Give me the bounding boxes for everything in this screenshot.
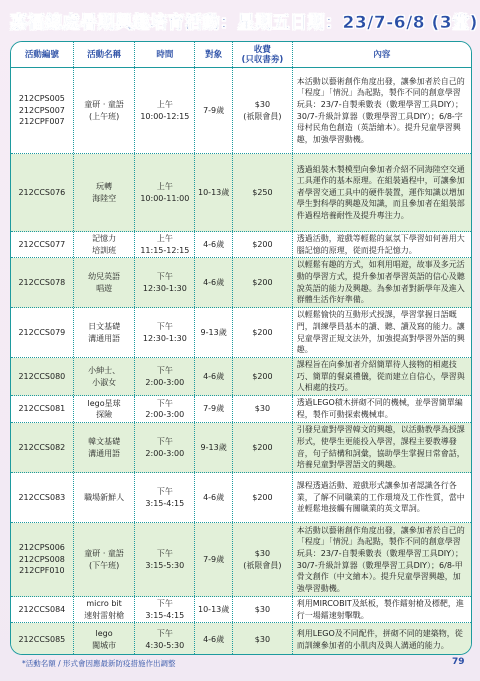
activity-name: lego 闖城市 bbox=[74, 623, 136, 655]
activity-fee: $200 bbox=[233, 258, 293, 307]
activity-age: 4-6歲 bbox=[195, 232, 233, 257]
activity-age: 7-9歲 bbox=[195, 68, 233, 153]
activity-age: 9-13歲 bbox=[195, 423, 233, 472]
col-header-age: 對象 bbox=[195, 42, 233, 67]
activity-time: 上午 10:00-11:00 bbox=[135, 154, 195, 231]
activity-code: 212CCS079 bbox=[11, 308, 74, 357]
table-row bbox=[11, 232, 471, 258]
activity-content: 本活動以藝術創作角度出發，讓參加者於自己的「程度」「情況」為起點，製作不同的創意學習玩具：23/7-自製乘數表（數理學習工具DIY）；30/7-升級計算器（數理學習工具DIY）；6/8-字母村民角色創造（英語繪本）。提升兒童學習興趣，加強學習動機。 bbox=[296, 76, 465, 144]
activity-age: 7-9歲 bbox=[195, 396, 233, 422]
col-header-fee: 收費 (只収書劵) bbox=[233, 42, 293, 67]
col-header-code: 活動編號 bbox=[11, 42, 74, 67]
activity-time: 上午 10:00-12:15 bbox=[135, 68, 195, 153]
activity-fee: $200 bbox=[233, 232, 293, 257]
activity-time: 下午 2:00-3:00 bbox=[135, 358, 195, 395]
activity-code: 212CCS078 bbox=[11, 258, 74, 307]
activity-age: 4-6歲 bbox=[195, 473, 233, 522]
activity-content: 課程旨在向參加者介紹簡單待人接物的相處技巧、簡單的餐桌禮儀，從而建立自信心，學習與人相處的技巧。 bbox=[296, 360, 465, 393]
activity-name: 職場新鮮人 bbox=[74, 473, 136, 522]
activity-content: 引發兒童對學習韓文的興趣，以活動教學為授課形式，使學生更能投入學習，課程主要教導發音，句子結構和詞彙，協助學生掌握日常會話，培養兒童對學習語文的興趣。 bbox=[296, 425, 465, 470]
activity-fee: $30 bbox=[233, 597, 293, 622]
date-range: 日期：23/7-6/8 (3堂) bbox=[290, 12, 478, 33]
activity-fee: $200 bbox=[233, 308, 293, 357]
activity-name: 幼兒英語 唱遊 bbox=[74, 258, 136, 307]
activity-code: 212CCS077 bbox=[11, 232, 74, 257]
table-row bbox=[11, 68, 471, 154]
activity-fee: $30 (祇限會員) bbox=[233, 68, 293, 153]
activity-fee: $200 bbox=[233, 358, 293, 395]
table-row bbox=[11, 473, 471, 523]
activity-time: 下午 3:15-4:15 bbox=[135, 597, 195, 622]
table-row bbox=[11, 396, 471, 423]
activity-code: 212CPS006 212CPS008 212CPF010 bbox=[11, 523, 74, 596]
footer-note: *活動名額 / 形式會因應最新防疫措施作出調整 bbox=[22, 659, 176, 668]
activity-code: 212CCS084 bbox=[11, 597, 74, 622]
activity-content: 透過LEGO積木拼砌不同的機械，並學習簡單編程，製作可動探索機械車。 bbox=[296, 398, 463, 419]
activity-age: 10-13歲 bbox=[195, 154, 233, 231]
table-row bbox=[11, 358, 471, 396]
col-header-content: 內容 bbox=[373, 49, 391, 60]
col-header-name: 活動名稱 bbox=[74, 42, 136, 67]
table-row bbox=[11, 597, 471, 623]
activity-time: 上午 11:15-12:15 bbox=[135, 232, 195, 257]
activity-content: 以輕鬆愉快的互動形式授課，學習掌握日語嘅門，訓練學員基本的讀、聽、讀及寫的能力。讓兒童學習正規文法外，加強提高對學習外語的興趣。 bbox=[296, 310, 465, 355]
activity-name: 小紳士、 小淑女 bbox=[74, 358, 136, 395]
activity-name: 記憶力 培訓班 bbox=[74, 232, 136, 257]
activity-content: 利用MIRCOBIT及紙板，製作鐳射槍及標靶，進行一場鐳速射擊戰。 bbox=[296, 598, 464, 620]
activity-content: 課程透過活動、遊戲形式讓參加者認識各行各業，了解不同職業的工作環境及工作性質，當中並輕鬆地接觸有關職業的英文單詞。 bbox=[296, 481, 465, 514]
table-row bbox=[11, 423, 471, 473]
activity-fee: $250 bbox=[233, 154, 293, 231]
activity-code: 212CCS083 bbox=[11, 473, 74, 522]
activity-name: 日文基礎 溝通用語 bbox=[74, 308, 136, 357]
activity-fee: $30 bbox=[233, 623, 293, 655]
activity-time: 下午 2:00-3:00 bbox=[135, 423, 195, 472]
activity-content: 以輕鬆有趣的方式，如利用唱遊，故事及多元活動的學習方式，提升參加者學習英語的信心及聽說英語的能力及興趣。為參加者對新學年及進入群體生活作好準備。 bbox=[296, 260, 465, 305]
activity-time: 下午 12:30-1:30 bbox=[135, 308, 195, 357]
activity-name: 韓文基礎 溝通用語 bbox=[74, 423, 136, 472]
table-row bbox=[11, 623, 471, 655]
activity-name: 童研 · 童語 (下午班) bbox=[74, 523, 136, 596]
activity-content: 透過活動，遊戲等輕鬆的氣氛下學習如何善用大腦記憶的原理，從而提升記憶力。 bbox=[296, 233, 465, 255]
activity-fee: $200 bbox=[233, 423, 293, 472]
activity-age: 4-6歲 bbox=[195, 623, 233, 655]
activity-time: 下午 3:15-4:15 bbox=[135, 473, 195, 522]
col-header-time: 時間 bbox=[135, 42, 195, 67]
activity-age: 7-9歲 bbox=[195, 523, 233, 596]
activity-name: micro bit 速射雷射槍 bbox=[74, 597, 136, 622]
activity-code: 212CCS076 bbox=[11, 154, 74, 231]
activity-fee: $30 (祇限會員) bbox=[233, 523, 293, 596]
activity-name: 玩轉 海陸空 bbox=[74, 154, 136, 231]
activity-age: 4-6歲 bbox=[195, 258, 233, 307]
page-number: 79 bbox=[452, 657, 465, 667]
activity-content: 利用LEGO及不同配件，拼砌不同的建築物，從而訓練參加者的小肌肉及與人溝通的能力。 bbox=[296, 628, 463, 650]
activity-content: 透過組裝木製模型向參加者介紹不同海陸空交通工具運作的基本原理。在組裝過程中，可讓參加者學習交通工具中的硬件裝置，運作知識以增加學生對科學的興趣及知識，而且參加者在組裝部件過程培養耐性及提升專注力。 bbox=[296, 164, 465, 220]
table-row bbox=[11, 308, 471, 358]
activity-code: 212CCS082 bbox=[11, 423, 74, 472]
table-header bbox=[11, 42, 471, 68]
table-row bbox=[11, 154, 471, 232]
activity-time: 下午 2:00-3:00 bbox=[135, 396, 195, 422]
activity-age: 10-13歲 bbox=[195, 597, 233, 622]
activity-code: 212CCS085 bbox=[11, 623, 74, 655]
activity-content: 本活動以藝術創作角度出發，讓參加者於自己的「程度」「情況」為起點，製作不同的創意學習玩具：23/7-自製乘數表（數理學習工具DIY）；30/7-升級計算器（數理學習工具DIY）；6/8-甲骨文創作（中文繪本）。提升兒童學習興趣，加強學習動機。 bbox=[296, 525, 465, 593]
activity-fee: $30 bbox=[233, 396, 293, 422]
page-title: 嘉福總處暑期興趣培育活動：星期五 bbox=[10, 12, 290, 33]
activity-time: 下午 3:15-5:30 bbox=[135, 523, 195, 596]
activity-fee: $200 bbox=[233, 473, 293, 522]
activity-age: 9-13歲 bbox=[195, 308, 233, 357]
activity-time: 下午 4:30-5:30 bbox=[135, 623, 195, 655]
activity-table bbox=[10, 41, 472, 655]
table-row bbox=[11, 523, 471, 597]
activity-code: 212CPS005 212CPS007 212CPF007 bbox=[11, 68, 74, 153]
activity-age: 4-6歲 bbox=[195, 358, 233, 395]
activity-name: lego星球 探險 bbox=[74, 396, 136, 422]
activity-code: 212CCS080 bbox=[11, 358, 74, 395]
activity-name: 童研 · 童語 (上午班) bbox=[74, 68, 136, 153]
activity-time: 下午 12:30-1:30 bbox=[135, 258, 195, 307]
page-header bbox=[10, 5, 478, 35]
table-row bbox=[11, 258, 471, 308]
activity-code: 212CCS081 bbox=[11, 396, 74, 422]
